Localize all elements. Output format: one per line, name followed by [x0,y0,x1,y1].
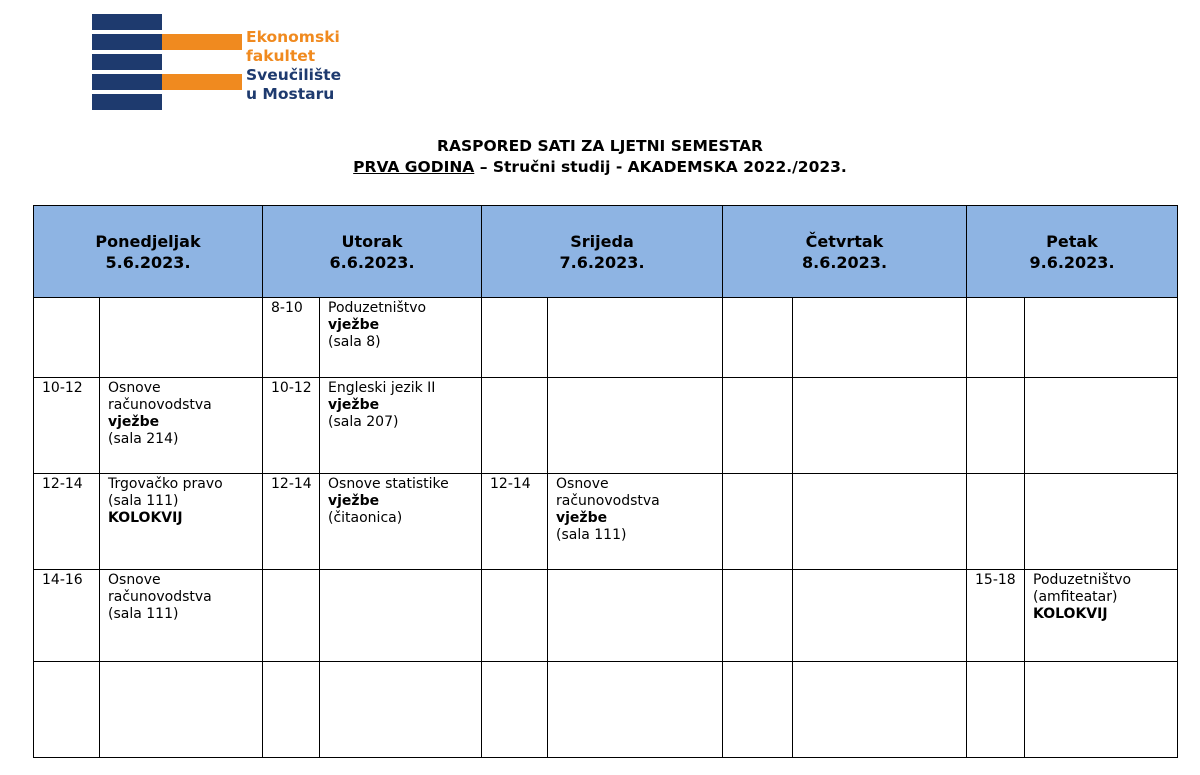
course-type: vježbe [328,397,380,413]
time-cell [723,570,793,662]
day-name: Utorak [341,231,403,251]
course-text: Poduzetništvo [328,300,427,316]
day-header [263,206,482,298]
time-cell [482,662,548,758]
course-text: (sala 8) [328,334,381,350]
time-cell [967,662,1025,758]
course-cell [100,570,263,662]
course-text: (sala 111) [108,493,179,509]
course-text: (sala 111) [108,606,179,622]
logo-bar [92,74,162,90]
schedule-row [34,662,1178,758]
year-label: PRVA GODINA [353,158,475,176]
course-text: Osnove računovodstva [108,380,212,413]
time-cell: 15-18 [967,570,1025,662]
time-cell [263,570,320,662]
course-type: vježbe [556,510,608,526]
logo-bar [92,54,162,70]
day-date: 6.6.2023. [329,252,415,272]
day-date: 5.6.2023. [105,252,191,272]
time-cell [34,662,100,758]
course-text: Osnove računovodstva [108,572,212,605]
course-cell [793,570,967,662]
course-cell [1025,378,1178,474]
schedule-row [34,474,1178,570]
course-cell [320,474,482,570]
course-cell [793,474,967,570]
course-cell [1025,474,1178,570]
course-text: Poduzetništvo [1033,572,1132,588]
course-type: vježbe [108,414,160,430]
course-cell [100,298,263,378]
time-cell [723,474,793,570]
course-cell [1025,662,1178,758]
time-cell [723,662,793,758]
course-text: Engleski jezik II [328,380,436,396]
time-cell: 10-12 [263,378,320,474]
day-name: Ponedjeljak [95,231,201,251]
course-text: Osnove računovodstva [556,476,660,509]
course-cell [548,662,723,758]
schedule-row [34,570,1178,662]
time-cell [967,298,1025,378]
day-name: Srijeda [570,231,634,251]
course-text: Trgovačko pravo [108,476,223,492]
course-cell [548,298,723,378]
schedule-title [0,136,1200,178]
course-text: (sala 214) [108,431,179,447]
course-cell [548,570,723,662]
logo-line: Ekonomski [246,28,340,46]
time-cell [482,378,548,474]
course-cell [100,662,263,758]
schedule-row [34,378,1178,474]
day-header [967,206,1178,298]
course-cell [793,378,967,474]
course-text: (sala 111) [556,527,627,543]
logo-bar [162,34,242,50]
day-date: 7.6.2023. [559,252,645,272]
time-cell: 14-16 [34,570,100,662]
time-cell: 12-14 [482,474,548,570]
time-cell [723,298,793,378]
course-cell [100,378,263,474]
course-type: KOLOKVIJ [1033,606,1108,622]
course-cell [100,474,263,570]
course-type: KOLOKVIJ [108,510,183,526]
course-cell [320,378,482,474]
course-cell [793,662,967,758]
schedule-row [34,298,1178,378]
time-cell [263,662,320,758]
logo-line: fakultet [246,47,316,65]
course-cell [320,570,482,662]
course-cell [548,378,723,474]
time-cell [482,298,548,378]
time-cell: 12-14 [263,474,320,570]
title-line-1: RASPORED SATI ZA LJETNI SEMESTAR [437,137,763,155]
logo-bar [162,74,242,90]
time-cell: 8-10 [263,298,320,378]
logo-text [246,28,341,104]
time-cell [967,474,1025,570]
logo-bar [92,94,162,110]
day-header [34,206,263,298]
title-line-2 [0,157,1200,178]
day-header [482,206,723,298]
time-cell [482,570,548,662]
time-cell: 12-14 [34,474,100,570]
faculty-logo [92,14,372,114]
course-text: (čitaonica) [328,510,403,526]
course-cell [1025,570,1178,662]
time-cell [967,378,1025,474]
day-header [723,206,967,298]
study-label: – Stručni studij - AKADEMSKA 2022./2023. [474,158,847,176]
time-cell [34,298,100,378]
course-cell [793,298,967,378]
course-type: vježbe [328,493,380,509]
course-cell [320,298,482,378]
course-type: vježbe [328,317,380,333]
logo-line: u Mostaru [246,85,335,103]
course-cell [320,662,482,758]
day-date: 8.6.2023. [801,252,888,272]
day-header-row [34,206,1178,298]
course-cell [1025,298,1178,378]
course-cell [548,474,723,570]
schedule-table [33,205,1178,758]
course-text: (amfiteatar) [1033,589,1118,605]
logo-line: Sveučilište [246,66,342,84]
logo-bar [92,14,162,30]
day-name: Petak [1046,231,1098,251]
day-name: Četvrtak [805,231,884,251]
day-date: 9.6.2023. [1029,252,1115,272]
course-text: (sala 207) [328,414,399,430]
time-cell: 10-12 [34,378,100,474]
course-text: Osnove statistike [328,476,449,492]
time-cell [723,378,793,474]
